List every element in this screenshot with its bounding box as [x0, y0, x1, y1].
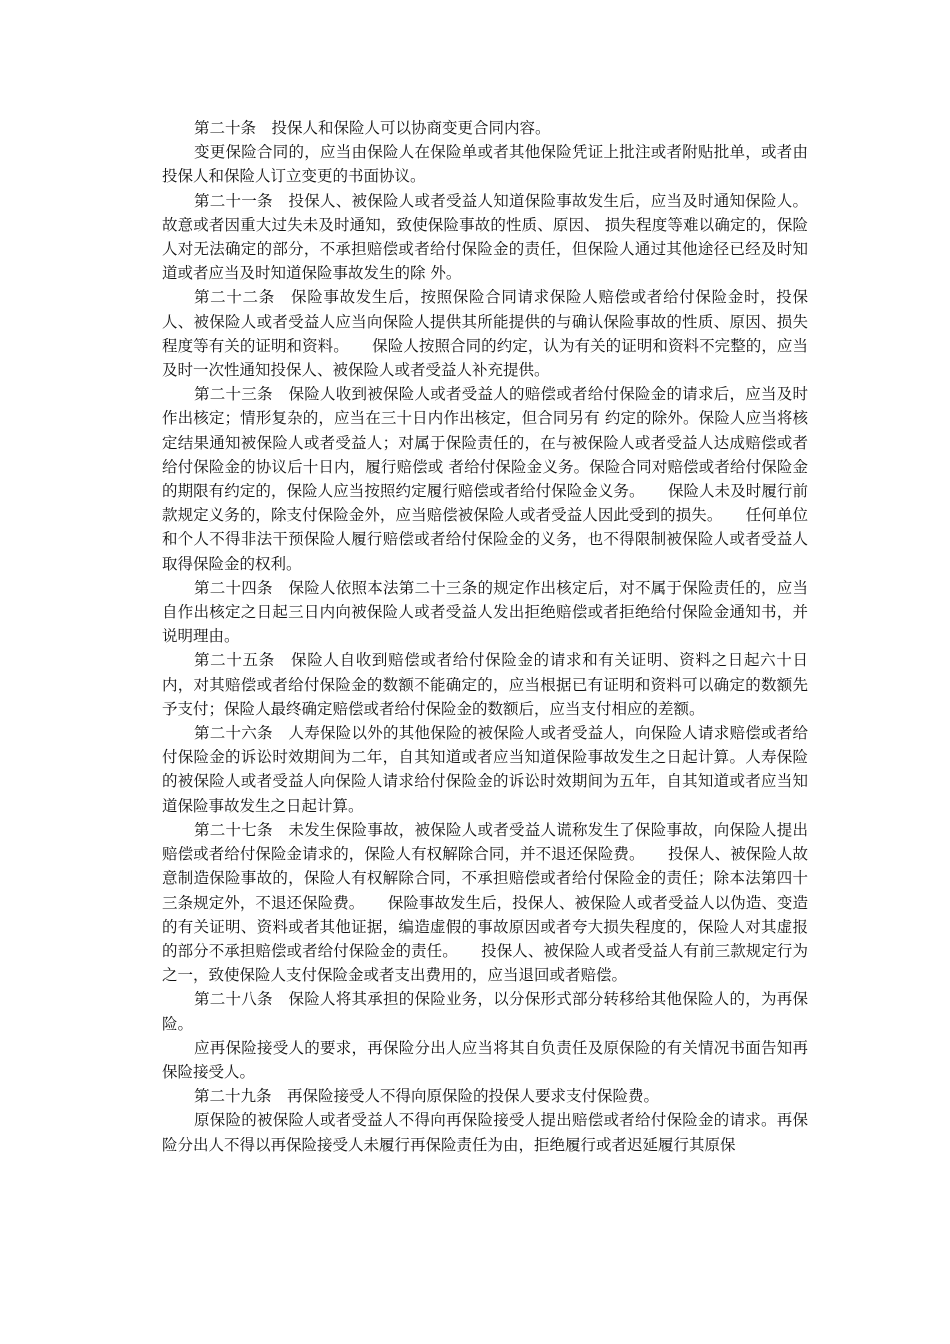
paragraph-article-20-change: 变更保险合同的，应当由保险人在保险单或者其他保险凭证上批注或者附贴批单，或者由投保人和保险人订立变更的书面协议。 — [162, 143, 808, 186]
paragraph-article-28: 第二十八条 保险人将其承担的保险业务，以分保形式部分转移给其他保险人的，为再保险。 — [162, 990, 808, 1033]
paragraph-article-29: 第二十九条 再保险接受人不得向原保险的投保人要求支付保险费。 — [194, 1087, 660, 1106]
paragraph-article-21: 第二十一条 投保人、被保险人或者受益人知道保险事故发生后，应当及时通知保险人。故意或者因重大过失未及时通知，致使保险事故的性质、原因、 损失程度等难以确定的，保险人对无法确定的部分，不承担赔偿或者给付保险金的责任，但保险人通过其他途径已经及时知道或者应当及时知道保险事故发生的除 外。 — [162, 191, 808, 283]
paragraph-article-27: 第二十七条 未发生保险事故，被保险人或者受益人谎称发生了保险事故，向保险人提出赔偿或者给付保险金请求的，保险人有权解除合同，并不退还保险费。 投保人、被保险人故意制造保险事故的，保险人有权解除合同，不承担赔偿或者给付保险金的责任；除本法第四十三条规定外，不退还保险费。 保险事故发生后，投保人、被保险人或者受益人以伪造、变造的有关证明、资料或者其他证据，编造虚假的事故原因或者夸大损失程度的，保险人对其虚报的部分不承担赔偿或者给付保险金的责任。 投保人、被保险人或者受益人有前三款规定行为之一，致使保险人支付保险金或者支出费用的，应当退回或者赔偿。 — [162, 820, 808, 985]
paragraph-article-24: 第二十四条 保险人依照本法第二十三条的规定作出核定后，对不属于保险责任的，应当自作出核定之日起三日内向被保险人或者受益人发出拒绝赔偿或者拒绝给付保险金通知书，并说明理由。 — [162, 578, 808, 646]
paragraph-article-22: 第二十二条 保险事故发生后，按照保险合同请求保险人赔偿或者给付保险金时，投保人、被保险人或者受益人应当向保险人提供其所能提供的与确认保险事故的性质、原因、损失程度等有关的证明和资料。 保险人按照合同的约定，认为有关的证明和资料不完整的，应当及时一次性通知投保人、被保险人或者受益人补充提供。 — [162, 288, 808, 380]
paragraph-article-29-claims: 原保险的被保险人或者受益人不得向再保险接受人提出赔偿或者给付保险金的请求。再保险分出人不得以再保险接受人未履行再保险责任为由，拒绝履行或者迟延履行其原保 — [162, 1111, 808, 1154]
paragraph-article-28-request: 应再保险接受人的要求，再保险分出人应当将其自负责任及原保险的有关情况书面告知再保险接受人。 — [162, 1038, 808, 1081]
paragraph-article-26: 第二十六条 人寿保险以外的其他保险的被保险人或者受益人，向保险人请求赔偿或者给付保险金的诉讼时效期间为二年，自其知道或者应当知道保险事故发生之日起计算。人寿保险的被保险人或者受益人向保险人请求给付保险金的诉讼时效期间为五年，自其知道或者应当知道保险事故发生之日起计算。 — [162, 724, 808, 815]
document-page — [162, 116, 808, 1157]
paragraph-article-20: 第二十条 投保人和保险人可以协商变更合同内容。 — [194, 119, 551, 137]
paragraph-article-23: 第二十三条 保险人收到被保险人或者受益人的赔偿或者给付保险金的请求后，应当及时作出核定；情形复杂的，应当在三十日内作出核定，但合同另有 约定的除外。保险人应当将核定结果通知被保险人或者受益人；对属于保险责任的，在与被保险人或者受益人达成赔偿或者给付保险金的协议后十日内，履行赔偿或 者给付保险金义务。保险合同对赔偿或者给付保险金的期限有约定的，保险人应当按照约定履行赔偿或者给付保险金义务。 保险人未及时履行前款规定义务的，除支付保险金外，应当赔偿被保险人或者受益人因此受到的损失。 任何单位和个人不得非法干预保险人履行赔偿或者给付保险金的义务，也不得限制被保险人或者受益人取得保险金的权利。 — [162, 385, 808, 573]
paragraph-article-25: 第二十五条 保险人自收到赔偿或者给付保险金的请求和有关证明、资料之日起六十日内，对其赔偿或者给付保险金的数额不能确定的，应当根据已有证明和资料可以确定的数额先予支付；保险人最终确定赔偿或者给付保险金的数额后，应当支付相应的差额。 — [162, 651, 808, 718]
